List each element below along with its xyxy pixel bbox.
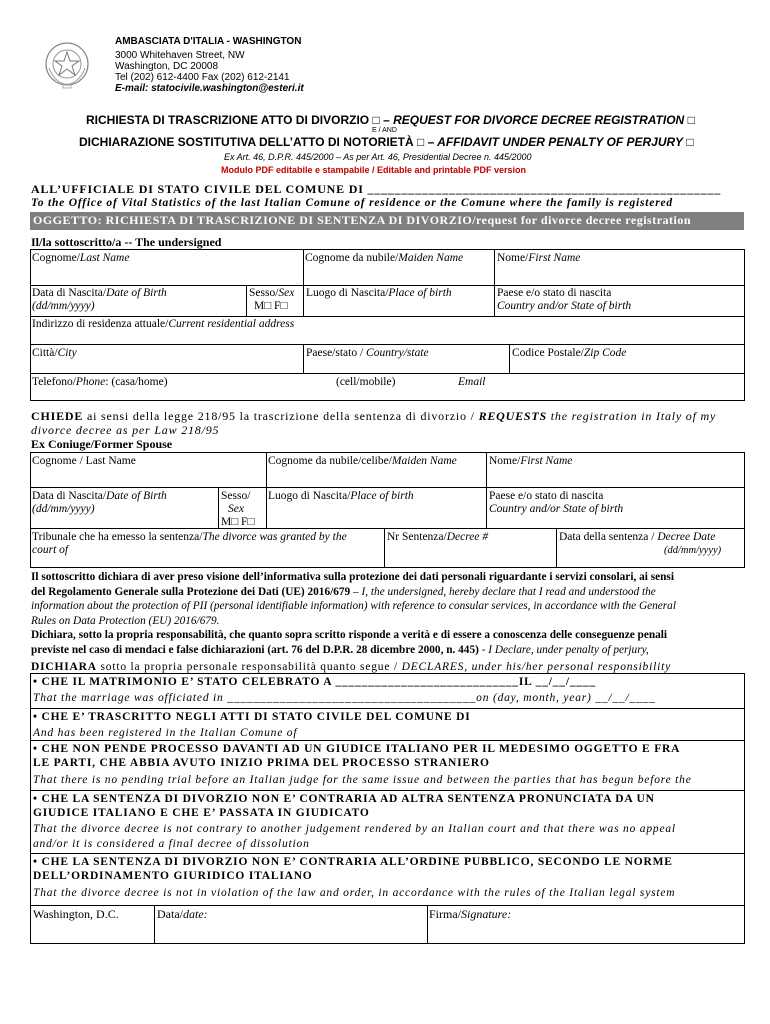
title-and: E / AND (372, 127, 397, 134)
embassy-phone: Tel (202) 612-4400 Fax (202) 612-2141 (115, 72, 290, 83)
spouse-table (30, 452, 745, 568)
decree-number-field[interactable]: Nr Sentenza/Decree # (387, 531, 489, 543)
country-of-birth-field[interactable]: Paese e/o stato di nascita (497, 287, 612, 299)
spouse-dob-format: (dd/mm/yyyy) (32, 503, 95, 515)
decree-date-field[interactable]: Data della sentenza / Decree Date (559, 531, 716, 543)
public-order-en: That the divorce decree is not in violation of the law and order, in accordance with the rules of the Italian legal system (33, 887, 676, 899)
zip-code-field[interactable]: Codice Postale/Zip Code (512, 347, 627, 359)
email-field[interactable]: Email (458, 376, 486, 388)
no-pending-trial-en: That there is no pending trial before an Italian judge for the same issue and between the parties that has begun before the (33, 774, 692, 786)
embassy-name: AMBASCIATA D'ITALIA - WASHINGTON (115, 36, 302, 47)
spouse-country-of-birth-field[interactable]: Paese e/o stato di nascita (489, 490, 604, 502)
italian-emblem (44, 38, 90, 90)
office-line-it: ALL’UFFICIALE DI STATO CIVILE DEL COMUNE DI ____________________________________________________ (31, 182, 722, 196)
decree-date-format: (dd/mm/yyyy) (664, 545, 722, 556)
phone-home-field[interactable]: Telefono/Phone: (casa/home) (32, 376, 168, 388)
spouse-first-name-field[interactable]: Nome/First Name (489, 455, 573, 467)
place-washington: Washington, D.C. (33, 907, 119, 921)
not-contrary-it-2: GIUDICE ITALIANO E CHE E’ PASSATA IN GIUDICATO (33, 807, 370, 819)
title-line-2: DICHIARAZIONE SOSTITUTIVA DELL’ATTO DI NOTORIETÀ □ – AFFIDAVIT UNDER PENALTY OF PERJURY □ (79, 135, 694, 149)
dob-field[interactable]: Data di Nascita/Date of Birth (32, 287, 167, 299)
spouse-place-of-birth-field[interactable]: Luogo di Nascita/Place of birth (268, 490, 414, 502)
not-contrary-en: That the divorce decree is not contrary to another judgement rendered by an Italian court and that there was no appeal (33, 823, 676, 835)
office-line-en: To the Office of Vital Statistics of the last Italian Comune of residence or the Comune where the family is registered (31, 197, 673, 209)
public-order-it-2: DELL’ORDINAMENTO GIURIDICO ITALIANO (33, 870, 313, 882)
spouse-sex-checkboxes[interactable]: M□ F□ (221, 516, 255, 528)
court-field[interactable]: Tribunale che ha emesso la sentenza/The divorce was granted by the (32, 531, 347, 543)
dob-format: (dd/mm/yyyy) (32, 300, 95, 312)
marriage-place-field-en[interactable]: That the marriage was officiated in ______________________________________on (day, month, year) __/__/____ (33, 692, 656, 704)
spouse-sex-label: Sesso/ (221, 490, 251, 502)
spouse-heading: Ex Coniuge/Former Spouse (31, 437, 173, 451)
pdf-version-note: Modulo PDF editabile e stampabile / Editable and printable PDF version (221, 165, 527, 175)
not-contrary-it: • CHE LA SENTENZA DI DIVORZIO NON E’ CONTRARIA AD ALTRA SENTENZA PRONUNCIATA DA UN (33, 793, 655, 805)
chiede-line-1: CHIEDE ai sensi della legge 218/95 la trascrizione della sentenza di divorzio / REQUESTS the registration in Italy of my (31, 409, 717, 423)
court-field-en: court of (32, 544, 69, 556)
legal-reference: Ex Art. 46, D.P.R. 445/2000 – As per Art. 46, Presidential Decree n. 445/2000 (224, 152, 532, 162)
marriage-place-field[interactable]: • CHE IL MATRIMONIO E’ STATO CELEBRATO A ____________________________IL __/__/____ (33, 676, 597, 688)
chiede-line-2: divorce decree as per Law 218/95 (31, 423, 220, 437)
maiden-name-field[interactable]: Cognome da nubile/Maiden Name (305, 252, 464, 264)
title-line-1: RICHIESTA DI TRASCRIZIONE ATTO DI DIVORZIO □ – REQUEST FOR DIVORCE DECREE REGISTRATION □ (86, 113, 695, 127)
phone-mobile-field[interactable]: (cell/mobile) (336, 376, 396, 388)
first-name-field[interactable]: Nome/First Name (497, 252, 581, 264)
registration-comune-field-en: And has been registered in the Italian Comune of (33, 727, 298, 739)
date-field[interactable]: Data/date: (157, 907, 208, 921)
registration-comune-field[interactable]: • CHE E’ TRASCRITTO NEGLI ATTI DI STATO CIVILE DEL COMUNE DI (33, 711, 471, 723)
not-contrary-en-2: and/or it is considered a final decree of dissolution (33, 838, 310, 850)
embassy-email: E-mail: statocivile.washington@esteri.it (115, 83, 304, 94)
address-field[interactable]: Indirizzo di residenza attuale/Current residential address (32, 318, 295, 330)
no-pending-trial-it: • CHE NON PENDE PROCESSO DAVANTI AD UN GIUDICE ITALIANO PER IL MEDESIMO OGGETTO E FRA (33, 743, 681, 755)
oggetto-banner: OGGETTO: RICHIESTA DI TRASCRIZIONE DI SENTENZA DI DIVORZIO/request for divorce decree registration (30, 212, 744, 230)
undersigned-heading: Il/la sottoscritto/a -- The undersigned (31, 235, 222, 249)
spouse-maiden-name-field[interactable]: Cognome da nubile/celibe/Maiden Name (268, 455, 457, 467)
sex-checkboxes[interactable]: M□ F□ (254, 300, 288, 312)
dichiara-line: DICHIARA sotto la propria personale responsabilità quanto segue / DECLARES, under his/her personal responsibility (31, 661, 671, 673)
spouse-surname-field[interactable]: Cognome / Last Name (32, 455, 136, 467)
spouse-dob-field[interactable]: Data di Nascita/Date of Birth (32, 490, 167, 502)
place-of-birth-field[interactable]: Luogo di Nascita/Place of birth (306, 287, 452, 299)
embassy-address-street: 3000 Whitehaven Street, NW (115, 50, 245, 61)
surname-field[interactable]: Cognome/Last Name (32, 252, 130, 264)
country-of-birth-en: Country and/or State of birth (497, 300, 632, 312)
embassy-address-city: Washington, DC 20008 (115, 61, 219, 72)
spouse-country-of-birth-en: Country and/or State of birth (489, 503, 624, 515)
no-pending-trial-it-2: LE PARTI, CHE ABBIA AVUTO INIZIO PRIMA DEL PROCESSO STRANIERO (33, 757, 490, 769)
public-order-it: • CHE LA SENTENZA DI DIVORZIO NON E’ CONTRARIA ALL’ORDINE PUBBLICO, SECONDO LE NORME (33, 856, 673, 868)
spouse-sex-label-en: Sex (228, 503, 244, 515)
country-state-field[interactable]: Paese/stato / Country/state (306, 347, 429, 359)
signature-field[interactable]: Firma/Signature: (429, 907, 512, 921)
sex-label: Sesso/Sex (249, 287, 295, 299)
city-field[interactable]: Città/City (32, 347, 77, 359)
privacy-declaration: Il sottoscritto dichiara di aver preso visione dell’informativa sulla protezione dei dati personali riguardante i servizi consolari, ai sensi del Regolamento Generale sulla Protezione dei Dati (UE) 2016/679 – I, the undersigned, hereby declare that I read and understood the information about the protection of PII (personal identifiable information) with reference to consular services, in accordance with the General Rules on Data Protection (EU) 2016/679. Dichiara, sotto la propria responsabilità, che quanto sopra scritto risponde a verità e di essere a conoscenza delle conseguenze penali previste nel caso di mendaci e false dichiarazioni (art. 76 del D.P.R. 28 dicembre 2000, n. 445) - I Declare, under penalty of perjury, (31, 571, 676, 656)
